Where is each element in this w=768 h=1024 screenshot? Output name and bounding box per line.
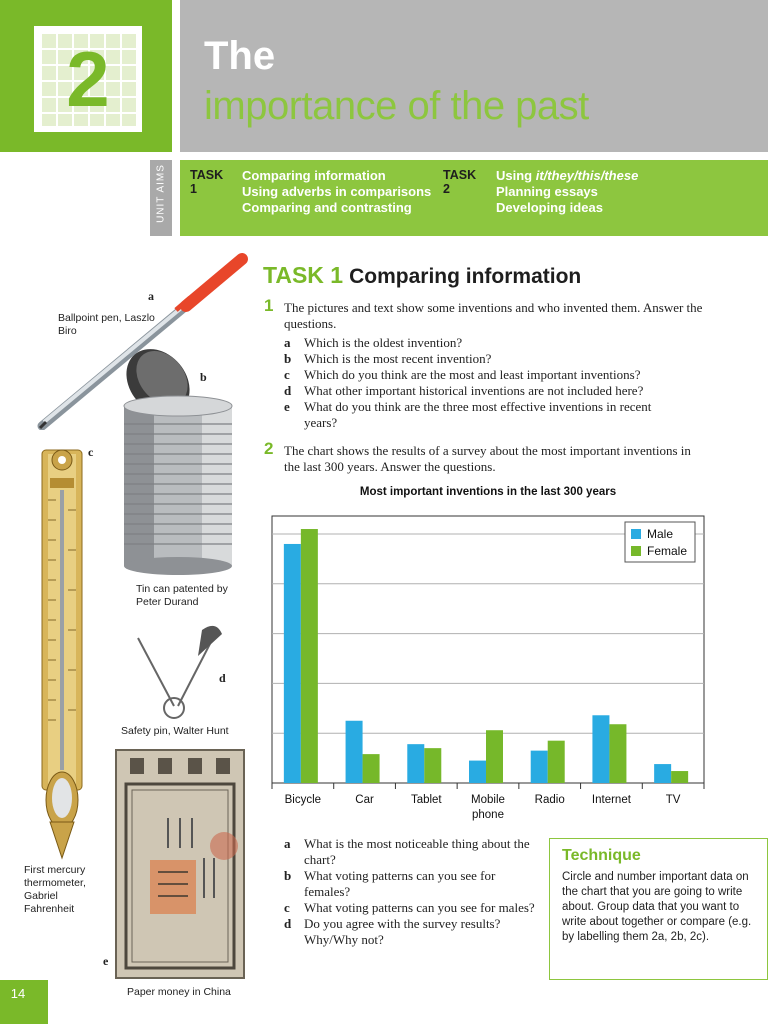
task-heading [263,262,581,289]
question-1-list [284,335,714,431]
technique-text: Circle and number important data on the chart that you are going to write about. Group data that you want to write about together or compare (e.g. by labelling them 2a, 2b, 2c). [562,871,752,943]
safety-pin-image [124,620,226,720]
bar-female [486,730,503,783]
list-item: b Which is the most recent invention? [284,351,492,366]
bar-male [654,764,671,783]
bar-male [469,761,486,783]
chart-title: Most important inventions in the last 300 years [359,486,617,498]
unit-aims-tag: UNIT AIMS [150,160,172,236]
picture-letter-c: c [88,445,94,459]
tin-can-image [118,332,240,580]
legend-swatch [631,546,641,556]
aims-task1-line: Comparing information [242,168,386,183]
bar-female [363,754,380,783]
bar-male [284,544,301,783]
unit-number: 2 [66,35,110,123]
picture-letter-d: d [219,671,226,685]
bar-female [424,748,441,783]
bar-male [407,744,424,783]
bar-female [671,771,688,783]
question-2-number: 2 [264,439,274,458]
picture-letter-a: a [148,289,154,303]
bar-male [531,751,548,783]
question-2-list [284,836,540,948]
x-tick-label: Internet [591,794,631,806]
picture-letter-e: e [103,954,109,968]
legend-label: Male [647,527,674,541]
aims-task1-line: Comparing and contrasting [242,200,412,215]
list-item: a What is the most noticeable thing about the chart? [284,836,530,867]
bar-male [592,715,609,783]
page-number: 14 [10,986,26,1001]
bar-female [548,741,565,783]
legend-label: Female [647,544,688,558]
caption-a: Ballpoint pen, Laszlo Biro [58,312,155,337]
picture-letter-b: b [200,370,207,384]
legend-swatch [631,529,641,539]
list-item: a Which is the oldest invention? [284,335,463,350]
list-item: c What voting patterns can you see for males? [284,900,535,915]
aims-task2-line: Developing ideas [496,200,603,215]
list-item: c Which do you think are the most and least important inventions? [284,367,641,382]
unit-number-box [34,26,142,132]
caption-c: First mercury thermometer, Gabriel Fahrenheit [24,864,86,915]
x-tick-label: Mobile [471,794,505,806]
list-item: b What voting patterns can you see for females? [284,868,496,899]
task-label: TASK 1 [263,262,344,288]
x-tick-label: Bicycle [284,794,322,806]
technique-box [549,838,768,980]
task-title: Comparing information [349,265,582,288]
question-2-text: The chart shows the results of a survey about the most important inventions in the last 300 years. Answer the questions. [284,443,691,474]
list-item: d What other important historical inventions are not included here? [284,383,644,398]
x-tick-label: TV [665,794,681,806]
list-item: e What do you think are the three most effective inventions in recent years? [284,399,652,430]
paper-money-image [114,748,246,980]
caption-e: Paper money in China [127,986,231,998]
unit-title-line1: The [204,34,276,78]
aims-task1-label: TASK 1 [190,168,224,196]
bar-female [301,529,318,783]
question-1-text: The pictures and text show some inventions and who invented them. Answer the questions. [284,300,703,331]
caption-b: Tin can patented by Peter Durand [136,583,228,608]
page-number-tab [0,980,48,1024]
bar-male [346,721,363,783]
thermometer-image [36,430,90,862]
x-tick-label: Car [355,794,374,806]
aims-task2-line: Using it/they/this/these [496,168,639,183]
aims-task1-line: Using adverbs in comparisons [242,184,432,199]
caption-d: Safety pin, Walter Hunt [121,725,229,737]
aims-task2-line: Planning essays [496,184,598,199]
x-tick-label: Tablet [410,794,442,806]
technique-title: Technique [562,847,641,864]
x-tick-label: phone [472,809,504,821]
aims-task2-label: TASK 2 [443,168,477,196]
unit-title-line2: importance of the past [204,84,589,128]
x-tick-label: Radio [534,794,565,806]
question-1-number: 1 [264,296,274,315]
bar-chart [268,508,708,824]
bar-female [609,724,626,783]
list-item: d Do you agree with the survey results? Why/Why not? [284,916,501,947]
